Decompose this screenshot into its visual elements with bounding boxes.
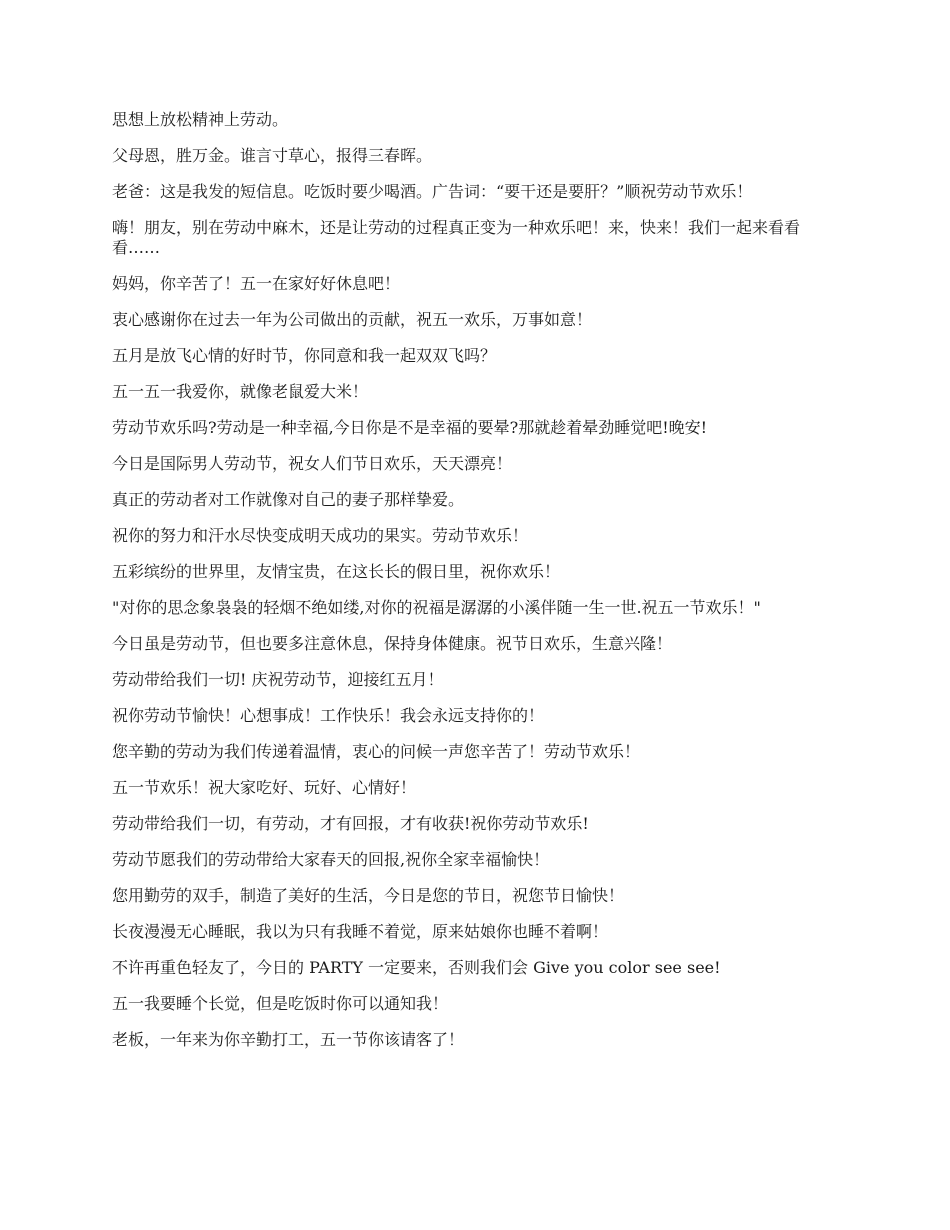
paragraph: 您辛勤的劳动为我们传递着温情，衷心的问候一声您辛苦了！劳动节欢乐！ [112,742,641,761]
paragraph: 五一节欢乐！祝大家吃好、玩好、心情好！ [112,778,417,797]
document-body [112,110,844,1066]
paragraph: 五一我要睡个长觉，但是吃饭时你可以通知我！ [112,994,449,1013]
paragraph: 五彩缤纷的世界里，友情宝贵，在这长长的假日里，祝你欢乐！ [112,562,561,581]
paragraph: 长夜漫漫无心睡眠，我以为只有我睡不着觉，原来姑娘你也睡不着啊！ [112,922,609,941]
paragraph: 父母恩，胜万金。谁言寸草心，报得三春晖。 [112,146,433,165]
paragraph: 劳动带给我们一切，有劳动，才有回报，才有收获!祝你劳动节欢乐! [112,814,589,833]
paragraph: 劳动节欢乐吗?劳动是一种幸福,今日你是不是幸福的要晕?那就趁着晕劲睡觉吧!晚安! [112,418,708,437]
paragraph: "对你的思念象袅袅的轻烟不绝如缕,对你的祝福是潺潺的小溪伴随一生一世.祝五一节欢乐！" [112,598,761,617]
paragraph: 今日虽是劳动节，但也要多注意休息，保持身体健康。祝节日欢乐，生意兴隆！ [112,634,673,653]
paragraph: 衷心感谢你在过去一年为公司做出的贡献，祝五一欢乐，万事如意！ [112,310,593,329]
paragraph: 不许再重色轻友了，今日的 PARTY 一定要来，否则我们会 Give you color see see! [112,958,721,977]
paragraph: 真正的劳动者对工作就像对自己的妻子那样挚爱。 [112,490,465,509]
paragraph: 老板，一年来为你辛勤打工，五一节你该请客了！ [112,1030,465,1049]
paragraph: 您用勤劳的双手，制造了美好的生活，今日是您的节日，祝您节日愉快！ [112,886,625,905]
paragraph: 劳动节愿我们的劳动带给大家春天的回报,祝你全家幸福愉快！ [112,850,550,869]
paragraph: 今日是国际男人劳动节，祝女人们节日欢乐，天天漂亮！ [112,454,513,473]
paragraph: 五一五一我爱你，就像老鼠爱大米！ [112,382,369,401]
paragraph: 劳动带给我们一切! 庆祝劳动节，迎接红五月！ [112,670,444,689]
paragraph: 祝你的努力和汗水尽快变成明天成功的果实。劳动节欢乐！ [112,526,529,545]
paragraph: 嗨！朋友，别在劳动中麻木，还是让劳动的过程真正变为一种欢乐吧！来，快来！我们一起来看看看…… [112,218,801,257]
paragraph: 老爸：这是我发的短信息。吃饭时要少喝酒。广告词：“要干还是要肝？”顺祝劳动节欢乐！ [112,182,753,201]
paragraph: 妈妈，你辛苦了！五一在家好好休息吧！ [112,274,401,293]
paragraph: 五月是放飞心情的好时节，你同意和我一起双双飞吗？ [112,346,497,365]
paragraph: 思想上放松精神上劳动。 [112,110,289,129]
paragraph: 祝你劳动节愉快！心想事成！工作快乐！我会永远支持你的！ [112,706,545,725]
